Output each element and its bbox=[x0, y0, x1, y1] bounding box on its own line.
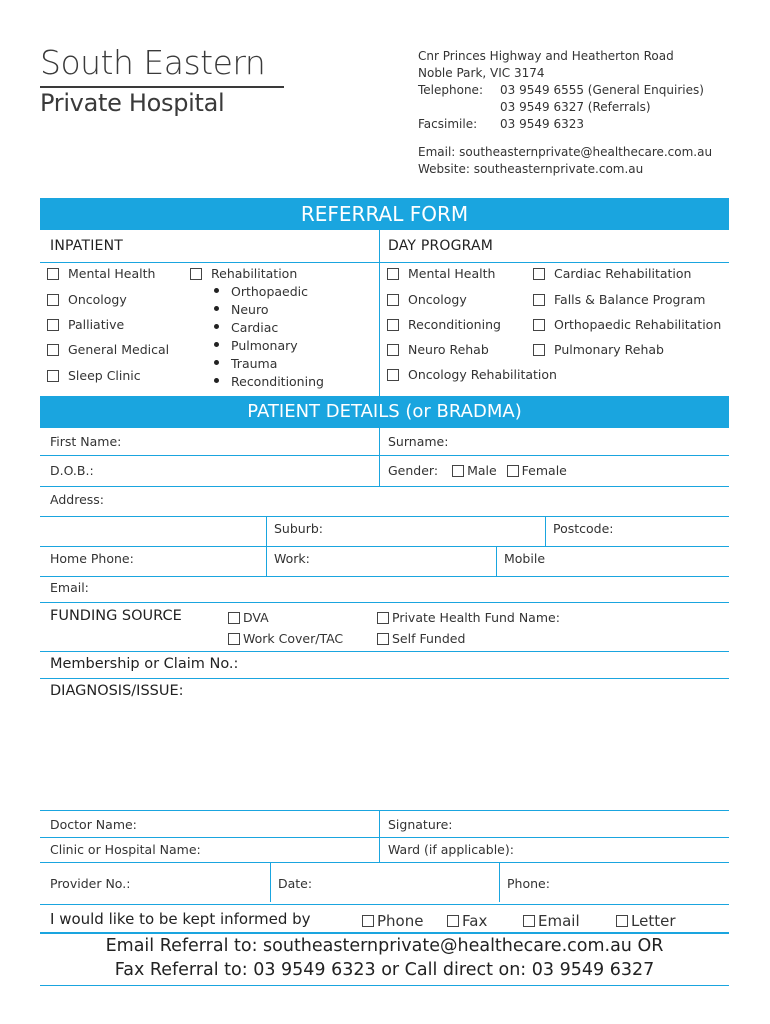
day-option-oncology-rehabilitation[interactable]: Oncology Rehabilitation bbox=[387, 367, 557, 382]
checkbox[interactable] bbox=[228, 633, 240, 645]
checkbox[interactable] bbox=[362, 915, 374, 927]
checkbox[interactable] bbox=[228, 612, 240, 624]
inpatient-option-general-medical[interactable]: General Medical bbox=[47, 342, 169, 357]
date-label: Date: bbox=[278, 876, 313, 891]
rehab-item-neuro: Neuro bbox=[214, 302, 268, 317]
checkbox[interactable] bbox=[47, 268, 59, 280]
checkbox[interactable] bbox=[387, 319, 399, 331]
work-phone-label: Work: bbox=[274, 551, 310, 566]
address-line1: Cnr Princes Highway and Heatherton Road bbox=[418, 49, 674, 63]
rehab-item-trauma: Trauma bbox=[214, 356, 277, 371]
divider bbox=[379, 428, 380, 486]
divider bbox=[40, 602, 729, 603]
divider bbox=[40, 985, 729, 986]
telephone-referrals: 03 9549 6327 (Referrals) bbox=[500, 100, 651, 114]
checkbox[interactable] bbox=[387, 369, 399, 381]
patient-details-band bbox=[40, 396, 729, 428]
inpatient-option-rehabilitation[interactable]: Rehabilitation bbox=[190, 266, 297, 281]
checkbox[interactable] bbox=[533, 319, 545, 331]
checkbox[interactable] bbox=[452, 465, 464, 477]
inform-option-phone[interactable]: Phone bbox=[362, 912, 423, 930]
checkbox[interactable] bbox=[507, 465, 519, 477]
dob-label: D.O.B.: bbox=[50, 463, 94, 478]
divider bbox=[40, 455, 729, 456]
day-program-heading: DAY PROGRAM bbox=[388, 238, 494, 254]
divider bbox=[40, 651, 729, 652]
funding-option-private-fund[interactable]: Private Health Fund Name: bbox=[377, 610, 560, 625]
gender-field: Gender: Male Female bbox=[388, 463, 567, 478]
divider bbox=[40, 262, 729, 263]
logo-line1: South Eastern bbox=[40, 43, 266, 82]
referral-form-band bbox=[40, 198, 729, 230]
mobile-label: Mobile bbox=[504, 551, 546, 566]
divider bbox=[40, 546, 729, 547]
rehab-item-cardiac: Cardiac bbox=[214, 320, 278, 335]
day-option-neuro-rehab[interactable]: Neuro Rehab bbox=[387, 342, 489, 357]
funding-option-dva[interactable]: DVA bbox=[228, 610, 269, 625]
rehab-item-orthopaedic: Orthopaedic bbox=[214, 284, 308, 299]
checkbox[interactable] bbox=[387, 268, 399, 280]
checkbox[interactable] bbox=[47, 344, 59, 356]
checkbox[interactable] bbox=[533, 268, 545, 280]
checkbox[interactable] bbox=[47, 319, 59, 331]
day-option-orthopaedic-rehabilitation[interactable]: Orthopaedic Rehabilitation bbox=[533, 317, 721, 332]
contact-email: Email: southeasternprivate@healthecare.com.au bbox=[418, 145, 713, 159]
checkbox[interactable] bbox=[47, 294, 59, 306]
address-line2: Noble Park, VIC 3174 bbox=[418, 66, 545, 80]
footer-email-referral: Email Referral to: southeasternprivate@healthecare.com.au OR bbox=[105, 936, 664, 956]
divider bbox=[40, 862, 729, 863]
signature-label: Signature: bbox=[388, 817, 453, 832]
checkbox[interactable] bbox=[447, 915, 459, 927]
checkbox[interactable] bbox=[533, 294, 545, 306]
telephone-label: Telephone: bbox=[418, 83, 483, 97]
fax-label: Facsimile: bbox=[418, 117, 478, 131]
inform-option-letter[interactable]: Letter bbox=[616, 912, 675, 930]
divider bbox=[499, 862, 500, 902]
divider bbox=[40, 516, 729, 517]
phone-label: Phone: bbox=[507, 876, 550, 891]
checkbox[interactable] bbox=[533, 344, 545, 356]
checkbox[interactable] bbox=[387, 344, 399, 356]
divider bbox=[40, 678, 729, 679]
patient-details-heading: PATIENT DETAILS (or BRADMA) bbox=[247, 401, 522, 422]
ward-label: Ward (if applicable): bbox=[388, 842, 514, 857]
provider-no-label: Provider No.: bbox=[50, 876, 131, 891]
inpatient-option-mental-health[interactable]: Mental Health bbox=[47, 266, 155, 281]
day-option-pulmonary-rehab[interactable]: Pulmonary Rehab bbox=[533, 342, 664, 357]
doctor-name-label: Doctor Name: bbox=[50, 817, 137, 832]
home-phone-label: Home Phone: bbox=[50, 551, 134, 566]
contact-website: Website: southeasternprivate.com.au bbox=[418, 162, 644, 176]
checkbox[interactable] bbox=[190, 268, 202, 280]
day-option-oncology[interactable]: Oncology bbox=[387, 292, 467, 307]
funding-source-heading: FUNDING SOURCE bbox=[50, 608, 182, 624]
first-name-label: First Name: bbox=[50, 434, 122, 449]
inpatient-option-oncology[interactable]: Oncology bbox=[47, 292, 127, 307]
divider bbox=[40, 904, 729, 905]
kept-informed-label: I would like to be kept informed by bbox=[50, 910, 311, 928]
checkbox[interactable] bbox=[523, 915, 535, 927]
gender-female-option[interactable]: Female bbox=[507, 463, 567, 478]
checkbox[interactable] bbox=[377, 612, 389, 624]
fax-number: 03 9549 6323 bbox=[500, 117, 584, 131]
day-option-cardiac-rehabilitation[interactable]: Cardiac Rehabilitation bbox=[533, 266, 691, 281]
diagnosis-label: DIAGNOSIS/ISSUE: bbox=[50, 683, 184, 699]
divider bbox=[545, 516, 546, 546]
gender-male-option[interactable]: Male bbox=[452, 463, 497, 478]
inform-option-email[interactable]: Email bbox=[523, 912, 580, 930]
inpatient-option-palliative[interactable]: Palliative bbox=[47, 317, 124, 332]
inpatient-heading: INPATIENT bbox=[50, 238, 123, 254]
checkbox[interactable] bbox=[377, 633, 389, 645]
rehab-item-pulmonary: Pulmonary bbox=[214, 338, 298, 353]
divider bbox=[40, 932, 729, 934]
divider bbox=[379, 810, 380, 862]
funding-option-workcover[interactable]: Work Cover/TAC bbox=[228, 631, 343, 646]
suburb-label: Suburb: bbox=[274, 521, 323, 536]
address-label: Address: bbox=[50, 492, 104, 507]
checkbox[interactable] bbox=[387, 294, 399, 306]
inform-option-fax[interactable]: Fax bbox=[447, 912, 487, 930]
divider bbox=[270, 862, 271, 902]
inpatient-option-sleep-clinic[interactable]: Sleep Clinic bbox=[47, 368, 141, 383]
divider bbox=[40, 837, 729, 838]
membership-label: Membership or Claim No.: bbox=[50, 656, 239, 672]
footer-fax-referral: Fax Referral to: 03 9549 6323 or Call direct on: 03 9549 6327 bbox=[114, 960, 655, 980]
postcode-label: Postcode: bbox=[553, 521, 614, 536]
logo-line2: Private Hospital bbox=[40, 89, 225, 117]
checkbox[interactable] bbox=[616, 915, 628, 927]
divider bbox=[496, 546, 497, 576]
rehab-item-reconditioning: Reconditioning bbox=[214, 374, 324, 389]
telephone-general: 03 9549 6555 (General Enquiries) bbox=[500, 83, 704, 97]
surname-label: Surname: bbox=[388, 434, 449, 449]
logo-divider bbox=[40, 86, 284, 88]
day-option-reconditioning[interactable]: Reconditioning bbox=[387, 317, 501, 332]
checkbox[interactable] bbox=[47, 370, 59, 382]
divider bbox=[40, 486, 729, 487]
form-title: REFERRAL FORM bbox=[300, 202, 469, 226]
divider bbox=[40, 810, 729, 811]
day-option-mental-health[interactable]: Mental Health bbox=[387, 266, 495, 281]
divider bbox=[40, 576, 729, 577]
funding-option-self-funded[interactable]: Self Funded bbox=[377, 631, 465, 646]
clinic-label: Clinic or Hospital Name: bbox=[50, 842, 201, 857]
divider bbox=[379, 230, 380, 396]
day-option-falls-balance[interactable]: Falls & Balance Program bbox=[533, 292, 705, 307]
email-label: Email: bbox=[50, 580, 89, 595]
